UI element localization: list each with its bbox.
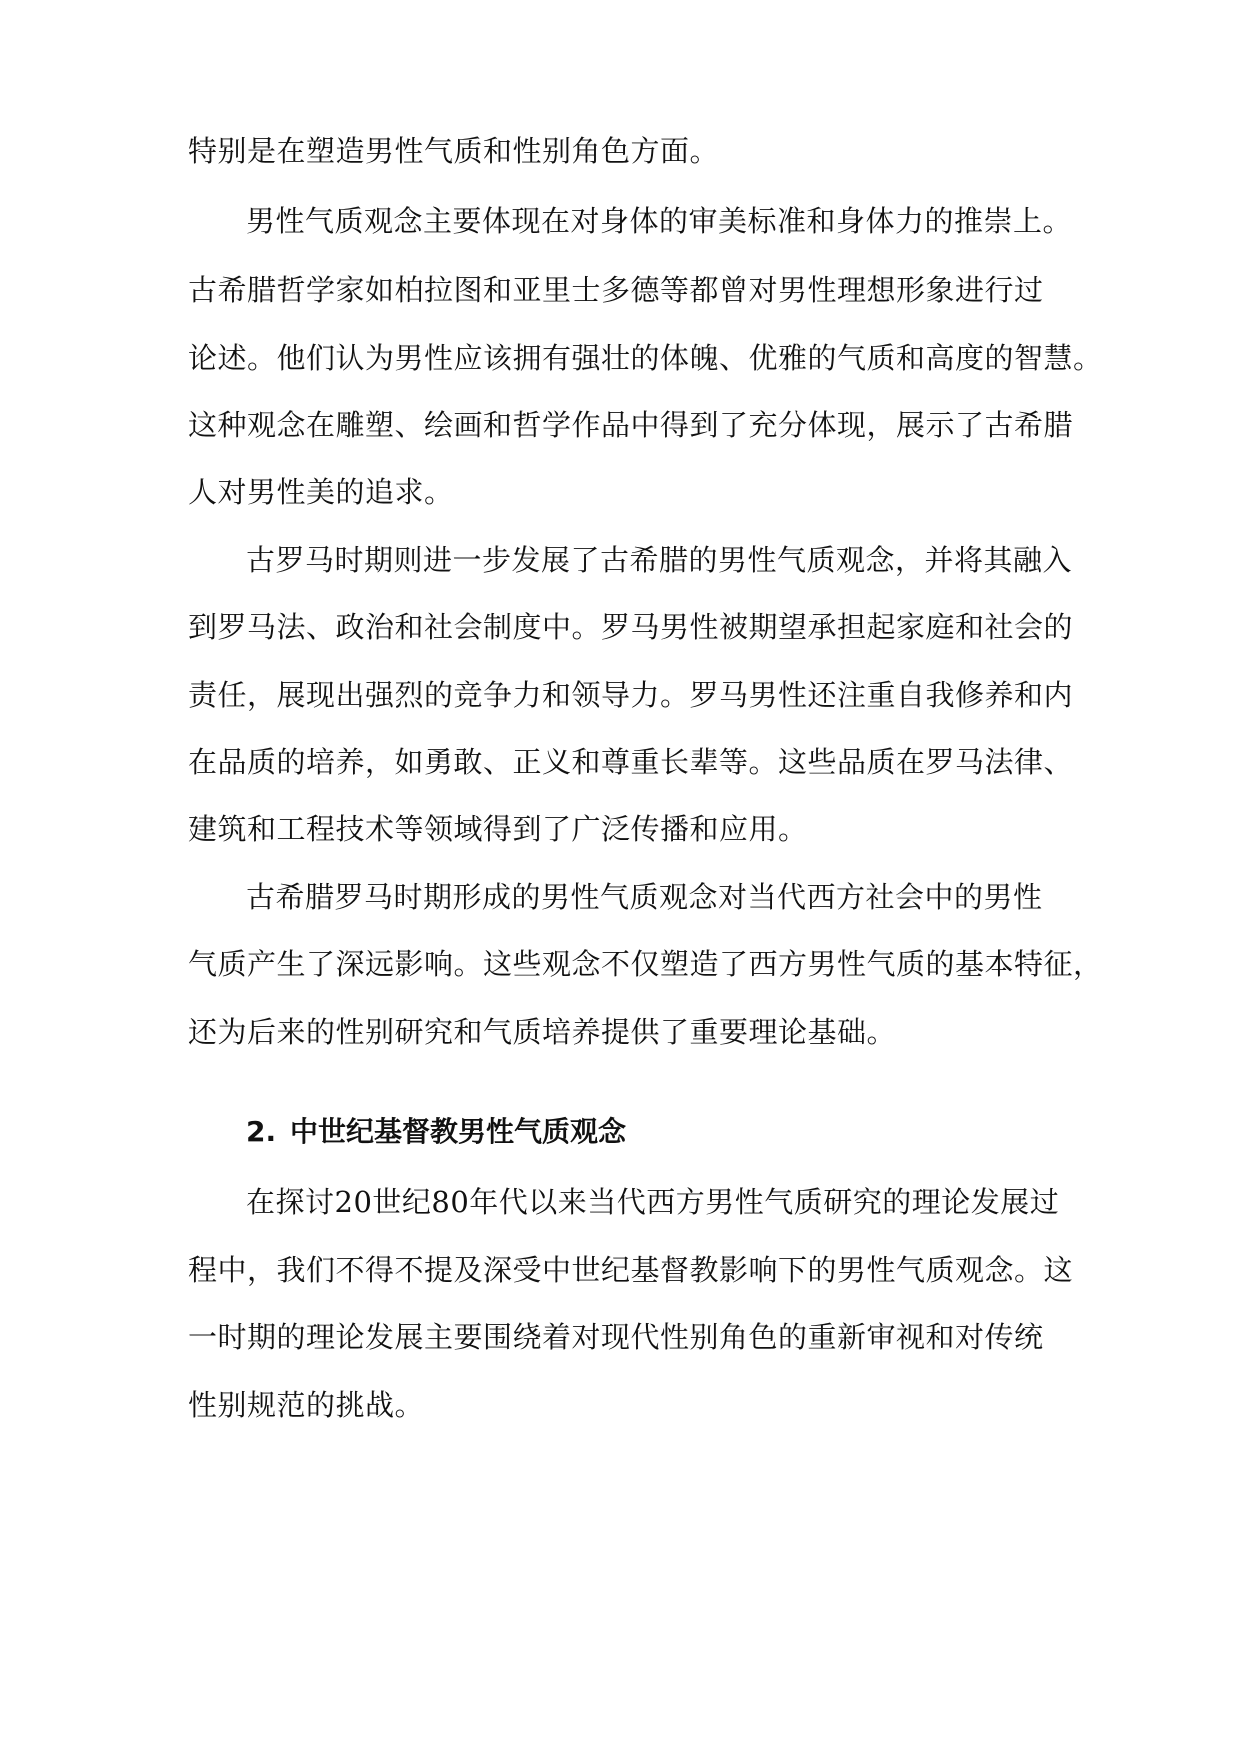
text-line: 特别是在塑造男性气质和性别角色方面。 (188, 134, 720, 168)
text-line: 责任，展现出强烈的竞争力和领导力。罗马男性还注重自我修养和内 (188, 678, 1074, 712)
text-line: 在探讨20世纪80年代以来当代西方男性气质研究的理论发展过 (246, 1185, 1060, 1219)
text-line: 到罗马法、政治和社会制度中。罗马男性被期望承担起家庭和社会的 (188, 610, 1074, 644)
text-line: 男性气质观念主要体现在对身体的审美标准和身体力的推崇上。 (246, 204, 1073, 238)
text-line: 人对男性美的追求。 (188, 475, 454, 509)
text-line: 气质产生了深远影响。这些观念不仅塑造了西方男性气质的基本特征， (188, 947, 1103, 981)
text-line: 古希腊罗马时期形成的男性气质观念对当代西方社会中的男性 (246, 880, 1043, 914)
text-line: 性别规范的挑战。 (188, 1388, 425, 1422)
text-line: 古罗马时期则进一步发展了古希腊的男性气质观念，并将其融入 (246, 543, 1073, 577)
text-line: 建筑和工程技术等领域得到了广泛传播和应用。 (188, 812, 808, 846)
text-line: 还为后来的性别研究和气质培养提供了重要理论基础。 (188, 1015, 897, 1049)
section-number: 2. (246, 1115, 277, 1148)
text-line: 论述。他们认为男性应该拥有强壮的体魄、优雅的气质和高度的智慧。 (188, 341, 1103, 375)
section-heading (246, 1112, 626, 1152)
text-line: 古希腊哲学家如柏拉图和亚里士多德等都曾对男性理想形象进行过 (188, 273, 1044, 307)
text-line: 程中，我们不得不提及深受中世纪基督教影响下的男性气质观念。这 (188, 1253, 1074, 1287)
text-line: 一时期的理论发展主要围绕着对现代性别角色的重新审视和对传统 (188, 1320, 1044, 1354)
section-title: 中世纪基督教男性气质观念 (290, 1115, 627, 1148)
text-line: 在品质的培养，如勇敢、正义和尊重长辈等。这些品质在罗马法律、 (188, 745, 1074, 779)
text-line: 这种观念在雕塑、绘画和哲学作品中得到了充分体现，展示了古希腊 (188, 408, 1074, 442)
